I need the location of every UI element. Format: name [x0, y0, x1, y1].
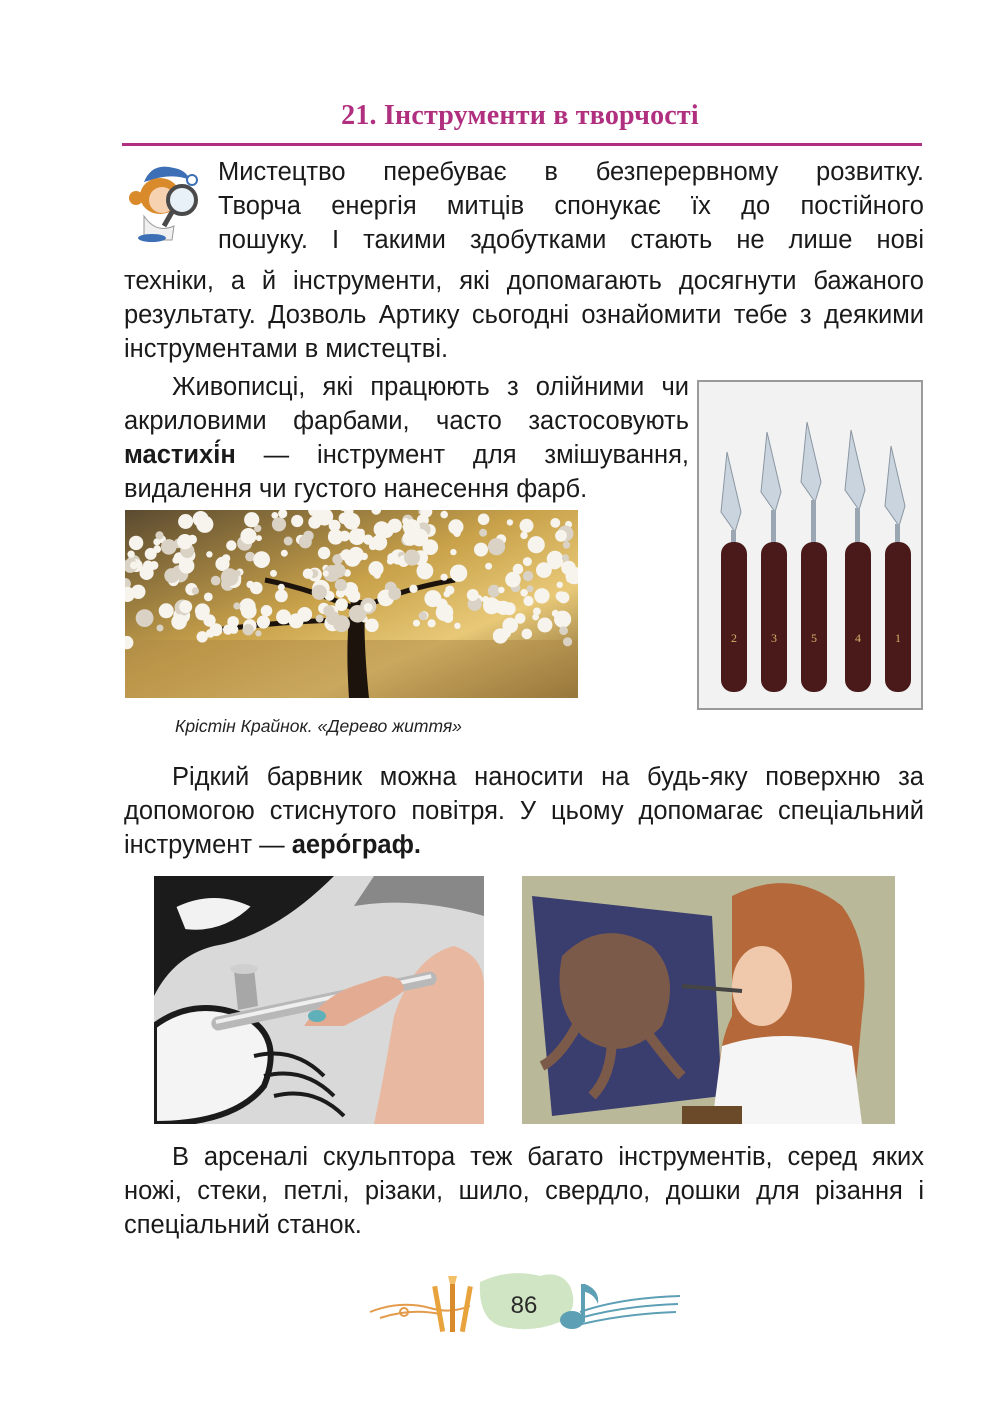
blossom	[297, 607, 312, 622]
intro-rest: техніки, а й інструменти, які допомагають досягнути бажаного результату. Дозволь Артику сьогодні ознайомити тебе з деякими інструментами в мистецтві.	[124, 267, 924, 363]
blossom	[507, 519, 513, 525]
p3-start: Рідкий барвник можна наносити на будь-яку поверхню за допомогою стиснутого повітря. У цьому допомагає спеціальний інструмент —	[124, 763, 924, 859]
title-underline	[122, 143, 922, 146]
blossom	[179, 558, 195, 574]
blossom	[177, 534, 192, 549]
blossom	[562, 554, 569, 561]
music-note-icon	[556, 1278, 606, 1334]
blossom	[257, 615, 270, 628]
blossom	[505, 572, 521, 588]
blossom	[479, 529, 487, 537]
blossom	[250, 582, 263, 595]
artik-mascot-icon	[122, 160, 208, 242]
blossom	[448, 519, 463, 534]
blossom	[379, 523, 394, 538]
intro-top-lines	[218, 155, 924, 257]
knife-handle	[721, 542, 747, 692]
blossom	[550, 518, 560, 528]
blossom	[226, 540, 236, 550]
blossom	[558, 592, 570, 604]
blossom	[368, 561, 383, 576]
blossom	[233, 602, 240, 609]
blossom	[440, 511, 448, 519]
blossom	[563, 637, 572, 646]
blossom	[552, 610, 559, 617]
palette-knives-photo	[697, 380, 923, 710]
blossom	[331, 564, 345, 578]
blossom	[157, 625, 164, 632]
blossom	[428, 619, 436, 627]
blossom	[478, 514, 490, 526]
blossom	[179, 600, 192, 613]
blossom	[193, 511, 209, 527]
blossom	[402, 523, 408, 529]
blossom	[323, 570, 329, 576]
term-airbrush: аеро́граф.	[291, 831, 421, 859]
blossom	[192, 587, 199, 594]
tree-painting-photo	[125, 510, 578, 698]
blossom	[485, 563, 492, 570]
blossom	[483, 597, 500, 614]
paragraph-palette-knife	[124, 370, 689, 506]
intro-line-1: Мистецтво перебуває в безперервному розвитку.	[218, 158, 924, 186]
blossom	[341, 549, 353, 561]
intro-line-3: пошуку. І такими здобутками стають не лише нові	[218, 226, 924, 254]
paragraph-sculptor: В арсеналі скульптора теж багато інструментів, серед яких ножі, стеки, петлі, різаки, шило, свердло, дошки для різання і спеціальний станок.	[124, 1143, 924, 1239]
blossom	[563, 541, 570, 548]
blossom	[502, 618, 518, 634]
blossom	[171, 614, 187, 630]
page-title: 21. Інструменти в творчості	[341, 100, 699, 131]
p2-end: — інструмент для змішування, видалення чи густого нанесення фарб.	[124, 441, 689, 503]
blossom	[270, 570, 277, 577]
blossom	[276, 609, 291, 624]
blossom	[522, 629, 533, 640]
intro-line-2: Творча енергія митців спонукає їх до постійного	[218, 192, 924, 220]
blossom	[318, 547, 330, 559]
blossom	[349, 528, 366, 545]
term-palette-knife: мастихі́н	[124, 441, 236, 469]
knife-handle	[761, 542, 787, 692]
blossom	[136, 609, 154, 627]
airbrush-photo	[154, 876, 484, 1124]
blossom	[527, 585, 534, 592]
blossom	[387, 558, 394, 565]
blossom	[206, 551, 212, 557]
knife-handle	[801, 542, 827, 692]
blossom	[312, 585, 327, 600]
blossom	[222, 554, 230, 562]
blossom	[291, 515, 303, 527]
blossom	[534, 588, 549, 603]
blossom	[488, 585, 500, 597]
blossom	[547, 555, 561, 569]
blossom	[255, 630, 261, 636]
blossom	[413, 620, 420, 627]
blossom	[347, 590, 360, 603]
blossom	[537, 618, 552, 633]
blossom	[272, 517, 286, 531]
paragraph-airbrush	[124, 760, 924, 862]
blossom	[335, 579, 347, 591]
blossom	[523, 557, 532, 566]
blossom	[467, 589, 479, 601]
blossom	[436, 599, 448, 611]
blossom	[528, 536, 545, 553]
blossom	[221, 568, 239, 586]
blossom	[559, 626, 568, 635]
blossom	[520, 589, 528, 597]
knife-number: 4	[855, 631, 861, 645]
blossom	[520, 519, 534, 533]
blossom	[388, 587, 401, 600]
blossom	[450, 565, 467, 582]
brushes-icon	[428, 1272, 478, 1338]
blossom	[155, 531, 163, 539]
blossom	[474, 543, 488, 557]
blossom	[326, 611, 340, 625]
blossom	[450, 549, 456, 555]
blossom	[444, 591, 451, 598]
blossom	[164, 568, 179, 583]
knife-handle	[845, 542, 871, 692]
blossom	[339, 513, 351, 525]
blossom	[275, 590, 288, 603]
blossom	[441, 574, 448, 581]
blossom	[303, 569, 313, 579]
p2-start: Живописці, які працюють з олійними чи акриловими фарбами, часто застосовують	[124, 373, 689, 435]
blossom	[409, 585, 417, 593]
knife-handle	[885, 542, 911, 692]
knife-number: 5	[811, 631, 817, 645]
blossom	[210, 623, 223, 636]
blossom	[261, 605, 273, 617]
blossom	[523, 596, 533, 606]
blossom	[253, 551, 270, 568]
blossom	[178, 514, 193, 529]
blossom	[454, 623, 460, 629]
blossom	[299, 535, 312, 548]
blossom	[129, 536, 143, 550]
blossom	[223, 625, 233, 635]
blossom	[153, 545, 161, 553]
blossom	[127, 551, 134, 558]
blossom	[284, 537, 293, 546]
blossom	[566, 576, 572, 582]
blossom	[281, 550, 288, 557]
blossom	[316, 615, 324, 623]
blossom	[557, 582, 563, 588]
knife-number: 2	[731, 631, 737, 645]
knife-number: 3	[771, 631, 777, 645]
blossom	[364, 603, 373, 612]
blossom	[159, 603, 174, 618]
blossom	[498, 587, 504, 593]
blossom	[520, 532, 527, 539]
blossom	[404, 550, 420, 566]
blossom	[523, 571, 533, 581]
blossom	[329, 530, 338, 539]
blossom	[243, 624, 254, 635]
blossom	[211, 576, 221, 586]
knife-number: 1	[895, 631, 901, 645]
blossom	[244, 512, 259, 527]
blossom	[204, 593, 213, 602]
painter-photo	[522, 876, 895, 1124]
blossom	[240, 528, 256, 544]
blossom	[419, 612, 428, 621]
blossom	[241, 603, 257, 619]
blossom	[256, 535, 262, 541]
blossom	[555, 530, 567, 542]
blossom	[130, 561, 138, 569]
blossom	[335, 598, 348, 611]
blossom	[143, 560, 153, 570]
painting-caption: Крістін Крайнок. «Дерево життя»	[175, 716, 462, 736]
blossom	[533, 608, 541, 616]
page-number: 86	[510, 1292, 538, 1319]
blossom	[488, 538, 505, 555]
blossom	[411, 529, 429, 547]
